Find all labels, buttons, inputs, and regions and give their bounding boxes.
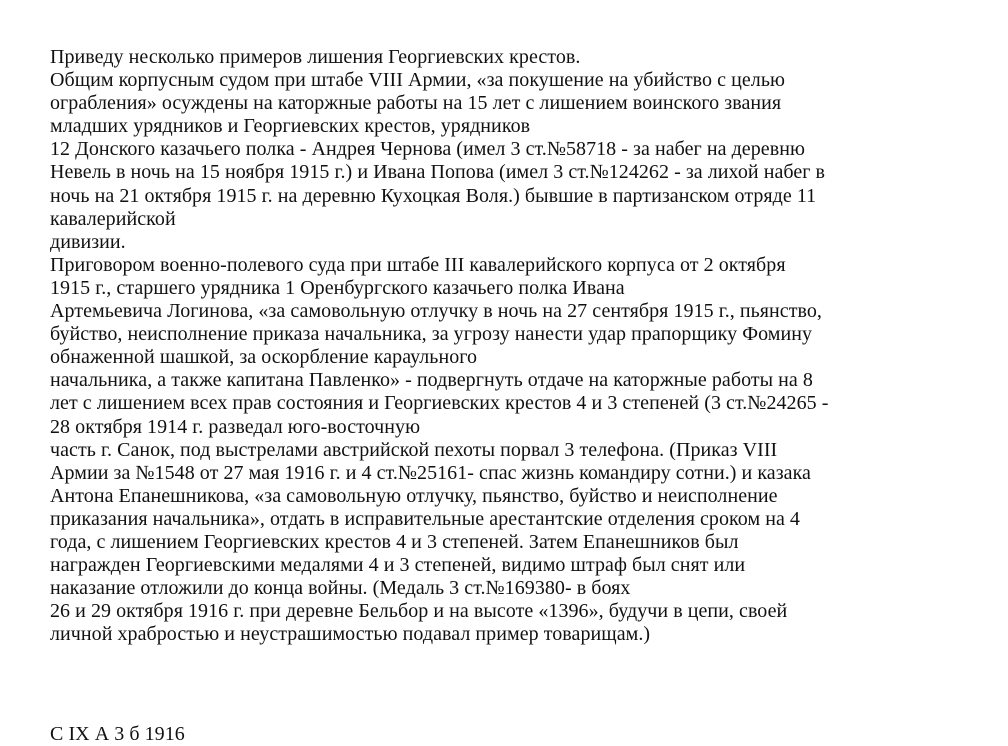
text-line-10: Приговором военно-полевого суда при штабе III кавалерийского корпуса от 2 октября xyxy=(50,253,786,276)
text-line-8: кавалерийской xyxy=(50,207,176,230)
text-line-3: ограбления» осуждены на каторжные работы на 15 лет с лишением воинского звания xyxy=(50,92,782,115)
text-line-11: 1915 г., старшего урядника 1 Оренбургского казачьего полка Ивана xyxy=(50,276,625,299)
text-line-18: часть г. Санок, под выстрелами австрийской пехоты порвал 3 телефона. (Приказ VIII xyxy=(50,438,778,461)
text-line-25: 26 и 29 октября 1916 г. при деревне Бельбор и на высоте «1396», будучи в цепи, своей xyxy=(50,600,788,623)
text-line-23: награжден Георгиевскими медалями 4 и 3 степеней, видимо штраф был снят или xyxy=(50,554,746,577)
text-line-9: дивизии. xyxy=(50,230,126,253)
text-line-7: ночь на 21 октября 1915 г. на деревню Кухоцкая Воля.) бывшие в партизанском отряде 11 xyxy=(50,184,817,207)
document-body xyxy=(50,46,980,646)
text-line-4: младших урядников и Георгиевских крестов, урядников xyxy=(50,115,531,138)
text-line-14: обнаженной шашкой, за оскорбление караульного xyxy=(50,346,478,369)
text-line-26: личной храбростью и неустрашимостью подавал пример товарищам.) xyxy=(50,623,651,646)
text-line-6: Невель в ночь на 15 ноября 1915 г.) и Ивана Попова (имел 3 ст.№124262 - за лихой набег в xyxy=(50,161,826,184)
text-line-15: начальника, а также капитана Павленко» - подвергнуть отдаче на каторжные работы на 8 xyxy=(50,369,813,392)
text-line-13: буйство, неисполнение приказа начальника, за угрозу нанести удар прапорщику Фомину xyxy=(50,323,813,346)
text-line-12: Артемьевича Логинова, «за самовольную отлучку в ночь на 27 сентября 1915 г., пьянство, xyxy=(50,300,822,323)
text-line-24: наказание отложили до конца войны. (Медаль 3 ст.№169380- в боях xyxy=(50,577,631,600)
text-line-2: Общим корпусным судом при штабе VIII Армии, «за покушение на убийство с целью xyxy=(50,69,785,92)
cut-off-bottom-line: С IX А 3 б 1916 xyxy=(50,723,185,745)
text-line-17: 28 октября 1914 г. разведал юго-восточную xyxy=(50,415,421,438)
text-line-21: приказания начальника», отдать в исправительные арестантские отделения сроком на 4 xyxy=(50,507,800,530)
text-line-19: Армии за №1548 от 27 мая 1916 г. и 4 ст.№25161- спас жизнь командиру сотни.) и казака xyxy=(50,461,811,484)
text-line-16: лет с лишением всех прав состояния и Георгиевских крестов 4 и 3 степеней (3 ст.№24265 - xyxy=(50,392,829,415)
text-line-5: 12 Донского казачьего полка - Андрея Чернова (имел 3 ст.№58718 - за набег на деревню xyxy=(50,138,805,161)
text-line-1: Приведу несколько примеров лишения Георгиевских крестов. xyxy=(50,46,581,68)
text-line-22: года, с лишением Георгиевских крестов 4 и 3 степеней. Затем Епанешников был xyxy=(50,530,739,553)
text-line-20: Антона Епанешникова, «за самовольную отлучку, пьянство, буйство и неисполнение xyxy=(50,484,778,507)
